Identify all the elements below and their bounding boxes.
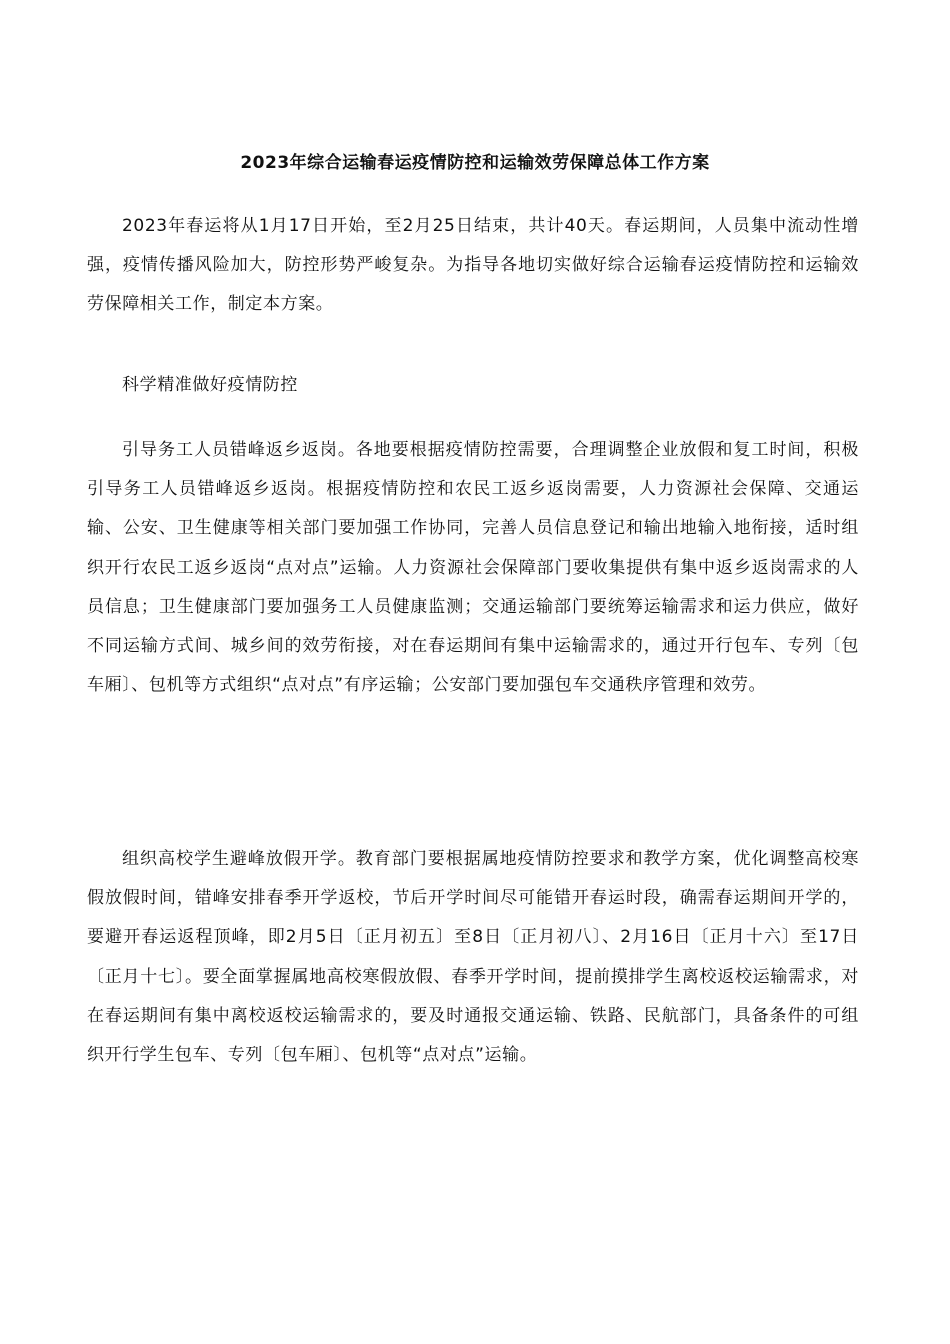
document-title: 2023年综合运输春运疫情防控和运输效劳保障总体工作方案	[240, 153, 710, 173]
students-paragraph: 组织高校学生避峰放假开学。教育部门要根据属地疫情防控要求和教学方案，优化调整高校寒假放假时间，错峰安排春季开学返校，节后开学时间尽可能错开春运时段，确需春运期间开学的，要避开春运返程顶峰，即2月5日〔正月初五〕至8日〔正月初八〕、2月16日〔正月十六〕至17日〔正月十七〕。要全面掌握属地高校寒假放假、春季开学时间，提前摸排学生离校返校运输需求，对在春运期间有集中离校返校运输需求的，要及时通报交通运输、铁路、民航部门，具备条件的可组织开行学生包车、专列〔包车厢〕、包机等“点对点”运输。	[87, 849, 859, 1066]
section-heading: 科学精准做好疫情防控	[122, 375, 298, 395]
intro-paragraph: 2023年春运将从1月17日开始，至2月25日结束，共计40天。春运期间，人员集中流动性增强，疫情传播风险加大，防控形势严峻复杂。为指导各地切实做好综合运输春运疫情防控和运输效劳保障相关工作，制定本方案。	[87, 216, 859, 315]
workers-paragraph: 引导务工人员错峰返乡返岗。各地要根据疫情防控需要，合理调整企业放假和复工时间，积极引导务工人员错峰返乡返岗。根据疫情防控和农民工返乡返岗需要，人力资源社会保障、交通运输、公安、卫生健康等相关部门要加强工作协同，完善人员信息登记和输出地输入地衔接，适时组织开行农民工返乡返岗“点对点”运输。人力资源社会保障部门要收集提供有集中返乡返岗需求的人员信息；卫生健康部门要加强务工人员健康监测；交通运输部门要统筹运输需求和运力供应，做好不同运输方式间、城乡间的效劳衔接，对在春运期间有集中运输需求的，通过开行包车、专列〔包车厢〕、包机等方式组织“点对点”有序运输；公安部门要加强包车交通秩序管理和效劳。	[87, 440, 859, 696]
